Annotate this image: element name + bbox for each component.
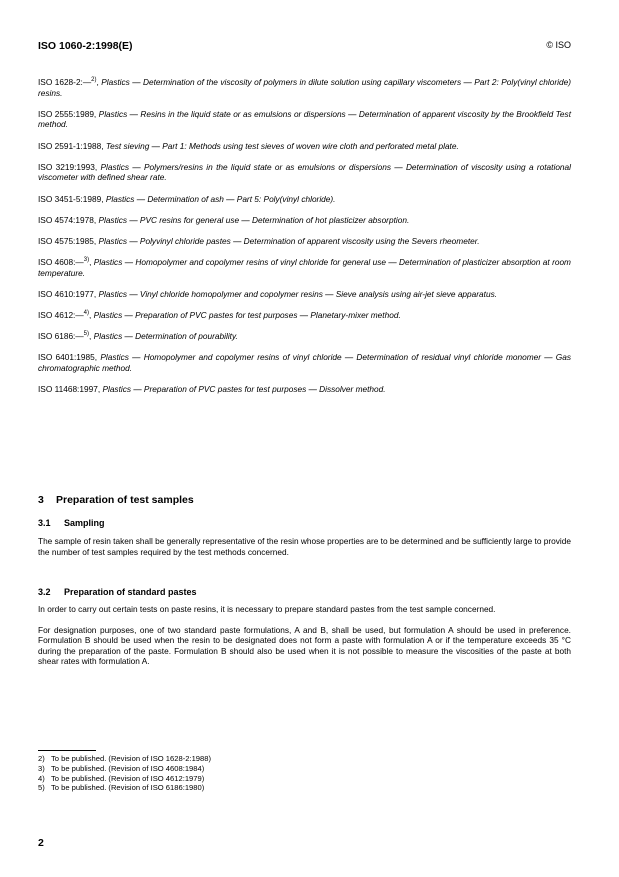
footnote-marker: 4)	[83, 310, 90, 317]
footnote-number: 3)	[38, 763, 45, 773]
footnote-marker: 5)	[83, 331, 90, 338]
reference-title: Plastics — Determination of ash — Part 5: Poly(vinyl chloride).	[105, 193, 336, 204]
footnote-text: To be published. (Revision of ISO 4608:1984)	[51, 763, 205, 773]
reference-title: Plastics — Resins in the liquid state or as emulsions or dispersions — Determination of apparent viscosity by the Brookfield Test method.	[38, 108, 571, 130]
footnote-text: To be published. (Revision of ISO 4612:1979)	[51, 773, 205, 783]
reference-code: ISO 4575:1985,	[38, 235, 97, 246]
reference-separator: ,	[89, 310, 94, 321]
reference-title: Plastics — Preparation of PVC pastes for test purposes — Dissolver method.	[102, 384, 386, 395]
reference-separator: ,	[89, 331, 94, 342]
reference-entry	[38, 331, 571, 342]
subsection-3-2-heading	[38, 587, 571, 597]
subsection-title: Sampling	[64, 518, 105, 528]
section-title: Preparation of test samples	[56, 494, 194, 506]
section-3	[38, 494, 571, 506]
reference-entry	[38, 77, 571, 98]
reference-entry	[38, 310, 571, 321]
reference-code: ISO 6401:1985,	[38, 352, 98, 363]
section-3-2	[38, 587, 571, 667]
subsection-number: 3.1	[38, 518, 51, 528]
reference-code: ISO 2555:1989,	[38, 108, 97, 119]
reference-entry	[38, 289, 571, 300]
footnote-number: 2)	[38, 754, 45, 763]
reference-code: ISO 4608:—	[38, 257, 84, 268]
footnote-text: To be published. (Revision of ISO 1628-2:1988)	[51, 754, 211, 763]
standard-pastes-paragraph-1: In order to carry out certain tests on paste resins, it is necessary to prepare standard pastes from the test sample concerned.	[38, 604, 496, 614]
footnote-divider	[38, 750, 96, 751]
sampling-paragraph: The sample of resin taken shall be generally representative of the resin whose properties are to be determined and be sufficiently large to provide the number of test samples required by the test methods concerned.	[38, 536, 571, 557]
reference-entry	[38, 384, 571, 395]
page-number: 2	[38, 837, 44, 849]
reference-entry	[38, 257, 571, 278]
reference-entry	[38, 109, 571, 130]
reference-code: ISO 4612:—	[38, 310, 84, 321]
reference-separator: ,	[96, 77, 102, 87]
reference-code: ISO 3451-5:1989,	[38, 193, 104, 204]
reference-title: Plastics — Homopolymer and copolymer resins of vinyl chloride — Determination of residual vinyl chloride monomer — Gas chromatographic method.	[38, 352, 571, 374]
reference-code: ISO 1628-2:—	[38, 77, 92, 87]
footnote-item	[38, 764, 211, 774]
reference-entry	[38, 194, 571, 205]
footnote-item	[38, 754, 211, 764]
reference-entry	[38, 162, 571, 183]
reference-separator: ,	[89, 257, 94, 268]
reference-title: Plastics — Determination of the viscosity of polymers in dilute solution using capillary viscometers — Part 2: Poly(vinyl chloride) resins.	[38, 77, 571, 98]
footnote-marker: 2)	[91, 77, 97, 84]
reference-entry	[38, 352, 571, 373]
section-3-heading	[38, 494, 571, 506]
footnote-item	[38, 783, 211, 793]
reference-title: Plastics — Determination of pourability.	[93, 331, 238, 342]
reference-code: ISO 11468:1997,	[38, 384, 101, 395]
section-3-1	[38, 518, 571, 557]
reference-title: Plastics — PVC resins for general use — Determination of hot plasticizer absorption.	[98, 214, 410, 225]
reference-title: Test sieving — Part 1: Methods using test sieves of woven wire cloth and perforated metal plate.	[105, 140, 459, 151]
footnote-text: To be published. (Revision of ISO 6186:1980)	[51, 783, 205, 793]
reference-entry	[38, 215, 571, 226]
footnote-number: 5)	[38, 783, 45, 793]
reference-title: Plastics — Polyvinyl chloride pastes — Determination of apparent viscosity using the Severs rheometer.	[98, 235, 480, 246]
reference-code: ISO 6186:—	[38, 331, 84, 342]
section-number: 3	[38, 494, 44, 506]
reference-title: Plastics — Vinyl chloride homopolymer and copolymer resins — Sieve analysis using air-jet sieve apparatus.	[98, 288, 498, 299]
subsection-3-1-heading	[38, 518, 571, 528]
document-id: ISO 1060-2:1998(E)	[38, 40, 133, 52]
reference-entry	[38, 141, 571, 152]
subsection-number: 3.2	[38, 587, 51, 597]
reference-code: ISO 2591-1:1988,	[38, 140, 104, 151]
reference-code: ISO 3219:1993,	[38, 161, 98, 172]
footnote-number: 4)	[38, 773, 45, 783]
footnote-item	[38, 774, 211, 784]
footnote-marker: 3)	[83, 257, 90, 264]
reference-title: Plastics — Homopolymer and copolymer resins of vinyl chloride for general use — Determination of plasticizer absorption at room temperature.	[38, 257, 571, 278]
reference-code: ISO 4610:1977,	[38, 288, 97, 299]
reference-title: Plastics — Preparation of PVC pastes for test purposes — Planetary-mixer method.	[93, 310, 401, 321]
reference-title: Plastics — Polymers/resins in the liquid state or as emulsions or dispersions — Determination of viscosity using a rotational viscometer with defined shear rate.	[38, 161, 572, 183]
copyright-mark: © ISO	[546, 40, 571, 50]
reference-entry	[38, 236, 571, 247]
reference-code: ISO 4574:1978,	[38, 214, 97, 225]
normative-references-list	[38, 77, 571, 405]
subsection-title: Preparation of standard pastes	[64, 587, 197, 597]
footnotes	[38, 754, 211, 793]
standard-pastes-paragraph-2: For designation purposes, one of two standard paste formulations, A and B, shall be used, but formulation A should be used in preference. Formulation B should be used when the resin to be designated does not form a paste with formulation A or if the temperature exceeds 35 °C during the preparation of the paste. Formulation B should also be used when it is not possible to measure the viscosities of the paste at both shear rates with formulation A.	[38, 624, 571, 667]
